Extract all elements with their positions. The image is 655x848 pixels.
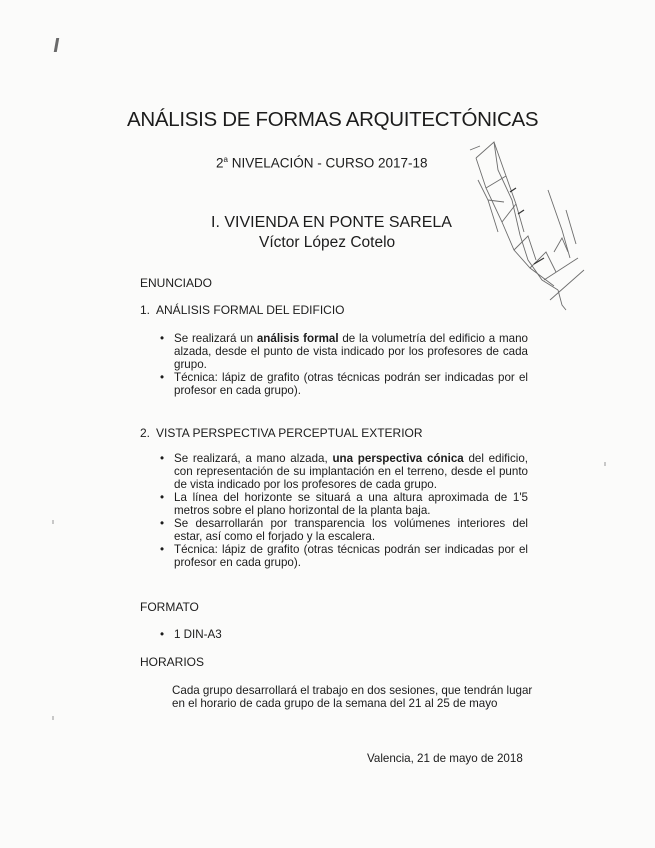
list-item: • 1 DIN-A3 <box>160 628 528 641</box>
list-item <box>160 332 528 371</box>
part1-number: 1. <box>140 303 151 317</box>
part1-bullet1-text-b: de la volumetría del edificio a mano alzada, desde el punto de vista indicado por los profesores de cada grupo. <box>174 332 528 371</box>
section-enunciado-heading: ENUNCIADO <box>140 276 213 290</box>
list-item: • Técnica: lápiz de grafito (otras técnicas podrán ser indicadas por el profesor en cada grupo). <box>160 543 528 569</box>
scan-mark <box>52 520 54 524</box>
work-title: I. VIVIENDA EN PONTE SARELA <box>211 214 452 231</box>
scan-mark <box>52 716 54 720</box>
part1-bullet1-bold: análisis formal <box>256 332 339 345</box>
list-item: • Se desarrollarán por transparencia los volúmenes interiores del estar, así como el forjado y la escalera. <box>160 517 528 543</box>
list-item: • La línea del horizonte se situará a una altura aproximada de 1'5 metros sobre el plano horizontal de la planta baja. <box>160 491 528 517</box>
part2-bullet1-bold: una perspectiva cónica <box>332 452 464 465</box>
part1-title: ANÁLISIS FORMAL DEL EDIFICIO <box>156 303 345 317</box>
section-formato-heading: FORMATO <box>140 600 199 614</box>
subtitle-course: NIVELACIÓN - CURSO 2017-18 <box>227 155 428 171</box>
subtitle-ordinal: a <box>223 155 228 164</box>
document-title: ANÁLISIS DE FORMAS ARQUITECTÓNICAS <box>127 108 539 131</box>
scan-mark <box>604 462 606 466</box>
formato-list <box>160 628 528 641</box>
part2-bullet1-text-b: del edificio, con representación de su implantación en el terreno, desde el punto de vista indicado por los profesores de cada grupo. <box>174 452 528 491</box>
part2-list <box>160 452 528 569</box>
signature-date: Valencia, 21 de mayo de 2018 <box>367 752 523 765</box>
scan-mark <box>54 38 59 52</box>
building-sketch <box>458 140 588 315</box>
part1-list <box>160 332 528 397</box>
part1-heading <box>140 303 345 317</box>
part1-bullet1-text-a: Se realizará un <box>174 332 257 345</box>
subtitle-level: 2 <box>216 155 224 171</box>
list-item <box>160 452 528 491</box>
part2-title: VISTA PERSPECTIVA PERCEPTUAL EXTERIOR <box>156 426 423 440</box>
horarios-paragraph: Cada grupo desarrollará el trabajo en dos sesiones, que tendrán lugar en el horario de cada grupo de la semana del 21 al 25 de mayo <box>172 684 533 710</box>
course-subtitle <box>216 155 428 171</box>
part2-number: 2. <box>140 426 151 440</box>
section-horarios-heading: HORARIOS <box>140 655 205 669</box>
author-name: Víctor López Cotelo <box>259 234 396 251</box>
part2-bullet1-text-a: Se realizará, a mano alzada, <box>174 452 333 465</box>
list-item: • Técnica: lápiz de grafito (otras técnicas podrán ser indicadas por el profesor en cada grupo). <box>160 371 528 397</box>
part2-heading <box>140 426 423 440</box>
